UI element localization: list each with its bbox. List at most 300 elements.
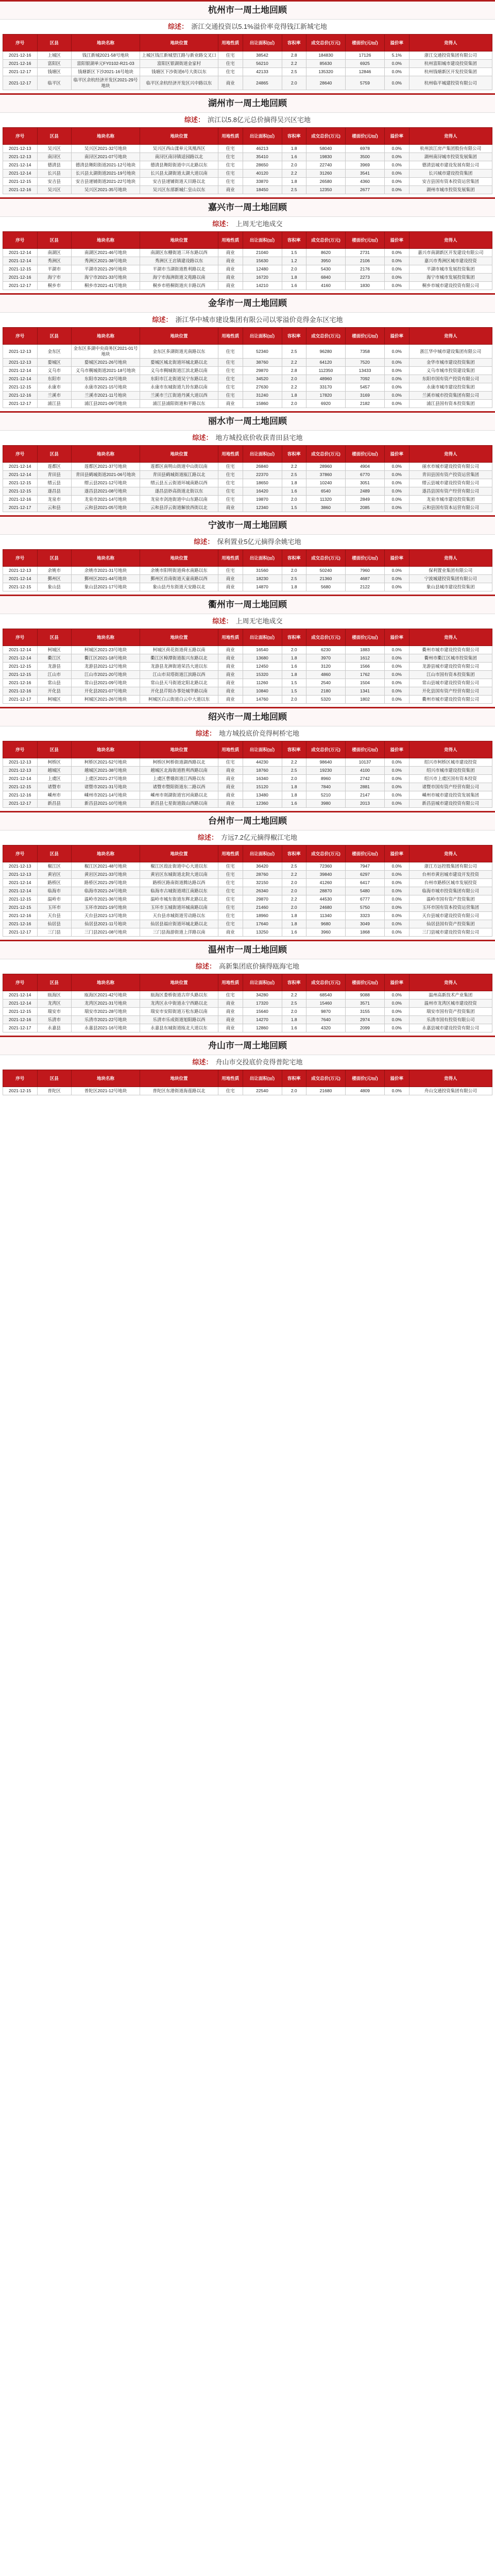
column-header: 容积率 [282, 128, 306, 145]
column-header: 区县 [37, 741, 72, 758]
cell-area: 14210 [243, 282, 282, 290]
cell-far: 2.0 [282, 375, 306, 383]
cell-prem: 0.0% [385, 249, 409, 257]
cell-use: 商业 [218, 274, 243, 282]
cell-price: 3120 [306, 663, 346, 671]
cell-district: 永嘉县 [37, 1024, 72, 1032]
cell-price: 12350 [306, 186, 346, 194]
cell-price: 98640 [306, 758, 346, 767]
cell-far: 2.8 [282, 367, 306, 375]
table-header-row [3, 128, 492, 145]
table-row [3, 679, 492, 687]
cell-prem: 0.0% [385, 1016, 409, 1024]
city-section [0, 293, 495, 408]
section-title: 丽水市一周土地回顾 [0, 411, 495, 431]
cell-price: 6230 [306, 646, 346, 654]
cell-unit: 2849 [346, 496, 385, 504]
cell-price: 39840 [306, 871, 346, 879]
table-row [3, 783, 492, 791]
cell-use: 商业 [218, 791, 243, 800]
cell-unit: 2742 [346, 775, 385, 783]
cell-area: 19870 [243, 496, 282, 504]
cell-prem: 0.0% [385, 567, 409, 575]
cell-name: 南浔区2021-07号地块 [72, 153, 140, 161]
cell-area: 18960 [243, 912, 282, 920]
cell-price: 31260 [306, 170, 346, 178]
cell-area: 29870 [243, 367, 282, 375]
cell-far: 1.8 [282, 671, 306, 679]
summary-label: 综述： [212, 617, 233, 625]
cell-prem: 0.0% [385, 991, 409, 999]
cell-prem: 0.0% [385, 862, 409, 871]
cell-winner: 嵊州市城市建设投资发展集团 [409, 791, 492, 800]
cell-far: 2.0 [282, 400, 306, 408]
cell-use: 商业 [218, 1016, 243, 1024]
cell-prem: 0.0% [385, 161, 409, 170]
cell-far: 2.0 [282, 1087, 306, 1095]
cell-far: 2.2 [282, 895, 306, 904]
cell-unit: 2106 [346, 257, 385, 265]
cell-use: 住宅 [218, 920, 243, 928]
cell-name: 温岭市2021-36号地块 [72, 895, 140, 904]
cell-district: 兰溪市 [37, 392, 72, 400]
table-row [3, 282, 492, 290]
cell-use: 住宅 [218, 871, 243, 879]
table-row [3, 153, 492, 161]
cell-area: 17640 [243, 920, 282, 928]
cell-name: 义乌市稠城街道2021-18号地块 [72, 367, 140, 375]
cell-winner: 杭州富阳城市建设投资集团 [409, 60, 492, 68]
table-row [3, 249, 492, 257]
cell-date: 2021-12-14 [3, 257, 38, 265]
cell-use: 住宅 [218, 904, 243, 912]
cell-loc: 桐乡市梧桐街道庆丰路以西 [140, 282, 218, 290]
city-section [0, 811, 495, 937]
cell-date: 2021-12-16 [3, 791, 38, 800]
cell-unit: 1341 [346, 687, 385, 696]
cell-date: 2021-12-14 [3, 991, 38, 999]
cell-prem: 0.0% [385, 479, 409, 487]
cell-date: 2021-12-17 [3, 1024, 38, 1032]
cell-winner: 浙江华中城市建设集团有限公司 [409, 345, 492, 359]
cell-use: 住宅 [218, 991, 243, 999]
cell-far: 2.2 [282, 359, 306, 367]
cell-loc: 天台县赤城街道劳动路以东 [140, 912, 218, 920]
cell-district: 青田县 [37, 471, 72, 479]
cell-area: 16340 [243, 775, 282, 783]
column-header: 序号 [3, 845, 38, 862]
cell-far: 1.6 [282, 282, 306, 290]
cell-name: 衢江区2021-18号地块 [72, 654, 140, 663]
cell-area: 12450 [243, 663, 282, 671]
cell-date: 2021-12-15 [3, 479, 38, 487]
cell-far: 1.6 [282, 1024, 306, 1032]
cell-district: 玉环市 [37, 904, 72, 912]
cell-far: 1.8 [282, 392, 306, 400]
cell-price: 64120 [306, 359, 346, 367]
cell-district: 吴兴区 [37, 186, 72, 194]
cell-area: 18230 [243, 575, 282, 583]
cell-date: 2021-12-17 [3, 282, 38, 290]
table-row [3, 991, 492, 999]
column-header: 区县 [37, 35, 72, 52]
cell-area: 22370 [243, 471, 282, 479]
cell-area: 12340 [243, 504, 282, 512]
table-row [3, 800, 492, 808]
cell-far: 1.6 [282, 663, 306, 671]
cell-winner: 永康市城市建设投资集团 [409, 383, 492, 392]
table-row [3, 696, 492, 704]
cell-winner: 龙泉市城市建设投资集团 [409, 496, 492, 504]
cell-name: 常山县2021-09号地块 [72, 679, 140, 687]
table-row [3, 504, 492, 512]
table-row [3, 1024, 492, 1032]
cell-price: 3980 [306, 800, 346, 808]
cell-name: 椒江区2021-48号地块 [72, 862, 140, 871]
cell-loc: 青田县鹤城街道瓯江路以北 [140, 471, 218, 479]
cell-prem: 0.0% [385, 186, 409, 194]
cell-district: 上虞区 [37, 775, 72, 783]
column-header: 溢价率 [385, 741, 409, 758]
cell-area: 26840 [243, 463, 282, 471]
cell-unit: 3969 [346, 161, 385, 170]
column-header: 地块位置 [140, 35, 218, 52]
cell-district: 莲都区 [37, 463, 72, 471]
cell-winner: 兰溪市城市投资集团有限公司 [409, 392, 492, 400]
cell-area: 42133 [243, 68, 282, 76]
cell-name: 普陀区2021-12号地块 [72, 1087, 140, 1095]
section-summary [0, 20, 495, 34]
table-row [3, 767, 492, 775]
cell-price: 112350 [306, 367, 346, 375]
cell-use: 商业 [218, 575, 243, 583]
cell-loc: 普陀区东港街道海莲路以北 [140, 1087, 218, 1095]
cell-unit: 2099 [346, 1024, 385, 1032]
cell-date: 2021-12-16 [3, 186, 38, 194]
cell-area: 14870 [243, 583, 282, 591]
cell-price: 7640 [306, 1016, 346, 1024]
column-header: 成交总价(万元) [306, 446, 346, 463]
cell-area: 22540 [243, 1087, 282, 1095]
cell-district: 瓯海区 [37, 991, 72, 999]
cell-area: 27630 [243, 383, 282, 392]
land-table [3, 34, 492, 90]
cell-unit: 2881 [346, 783, 385, 791]
table-row [3, 76, 492, 90]
cell-name: 乐清市2021-22号地块 [72, 1016, 140, 1024]
cell-date: 2021-12-14 [3, 471, 38, 479]
cell-loc: 吴兴区西山漾单元凤凰西区 [140, 145, 218, 153]
column-header: 用地性质 [218, 446, 243, 463]
cell-loc: 开化县芹阳办事处城华路以南 [140, 687, 218, 696]
cell-area: 33870 [243, 178, 282, 186]
cell-name: 平湖市2021-29号地块 [72, 265, 140, 274]
land-table [3, 445, 492, 512]
table-header-row [3, 446, 492, 463]
cell-loc: 吴兴区东部新城仁皇山以东 [140, 186, 218, 194]
column-header: 地块名称 [72, 629, 140, 646]
cell-date: 2021-12-16 [3, 52, 38, 60]
column-header: 竞得人 [409, 550, 492, 567]
cell-use: 住宅 [218, 52, 243, 60]
cell-prem: 0.0% [385, 487, 409, 496]
cell-winner: 龙游县城市建设投资有限公司 [409, 663, 492, 671]
cell-price: 9680 [306, 920, 346, 928]
cell-far: 2.5 [282, 862, 306, 871]
cell-use: 住宅 [218, 161, 243, 170]
cell-far: 2.2 [282, 758, 306, 767]
cell-unit: 10137 [346, 758, 385, 767]
section-summary [0, 431, 495, 445]
cell-name: 嵊州市2021-14号地块 [72, 791, 140, 800]
table-row [3, 274, 492, 282]
cell-name: 浦江县2021-09号地块 [72, 400, 140, 408]
section-title: 金华市一周土地回顾 [0, 293, 495, 313]
cell-use: 商业 [218, 800, 243, 808]
cell-area: 21040 [243, 249, 282, 257]
table-row [3, 186, 492, 194]
cell-district: 嵊州市 [37, 791, 72, 800]
cell-use: 商业 [218, 282, 243, 290]
cell-prem: 0.0% [385, 920, 409, 928]
column-header: 地块位置 [140, 974, 218, 991]
cell-far: 2.0 [282, 161, 306, 170]
cell-unit: 4100 [346, 767, 385, 775]
cell-winner: 杭州临平城建投资有限公司 [409, 76, 492, 90]
cell-name: 柯城区2021-26号地块 [72, 696, 140, 704]
city-section [0, 515, 495, 591]
cell-prem: 0.0% [385, 696, 409, 704]
cell-far: 1.8 [282, 791, 306, 800]
section-summary [0, 113, 495, 127]
cell-winner: 江山市国有资本投资集团 [409, 671, 492, 679]
cell-winner: 台州市黄岩城市建设开发投资 [409, 871, 492, 879]
cell-unit: 2489 [346, 487, 385, 496]
cell-use: 住宅 [218, 879, 243, 887]
column-header: 地块名称 [72, 232, 140, 249]
cell-district: 温岭市 [37, 895, 72, 904]
cell-prem: 0.0% [385, 359, 409, 367]
cell-date: 2021-12-15 [3, 1087, 38, 1095]
land-table [3, 549, 492, 591]
cell-use: 商业 [218, 504, 243, 512]
city-section [0, 707, 495, 808]
cell-date: 2021-12-13 [3, 345, 38, 359]
cell-winner: 嘉兴市南湖新区开发建设有限公司 [409, 249, 492, 257]
cell-district: 三门县 [37, 928, 72, 937]
cell-date: 2021-12-16 [3, 274, 38, 282]
cell-use: 商业 [218, 1008, 243, 1016]
cell-date: 2021-12-16 [3, 496, 38, 504]
cell-winner: 瑞安市国有资产投资集团 [409, 1008, 492, 1016]
cell-date: 2021-12-14 [3, 161, 38, 170]
cell-date: 2021-12-15 [3, 265, 38, 274]
cell-far: 1.8 [282, 912, 306, 920]
cell-name: 江山市2021-20号地块 [72, 671, 140, 679]
cell-district: 富阳区 [37, 60, 72, 68]
cell-district: 永康市 [37, 383, 72, 392]
cell-district: 江山市 [37, 671, 72, 679]
cell-unit: 6925 [346, 60, 385, 68]
summary-text: 舟山市交投底价竞得普陀宅地 [215, 1058, 303, 1066]
cell-prem: 0.0% [385, 1024, 409, 1032]
cell-district: 余姚市 [37, 567, 72, 575]
cell-loc: 玉环市玉城街道环城南路以南 [140, 904, 218, 912]
summary-text: 方远7.2亿元摘得椒江宅地 [220, 834, 298, 841]
column-header: 用地性质 [218, 629, 243, 646]
section-summary [0, 535, 495, 549]
cell-unit: 17126 [346, 52, 385, 60]
cell-name: 婺城区2021-26号地块 [72, 359, 140, 367]
cell-date: 2021-12-13 [3, 767, 38, 775]
cell-far: 2.5 [282, 345, 306, 359]
summary-text: 保利置业5亿元摘得余姚宅地 [217, 538, 301, 546]
cell-prem: 0.0% [385, 68, 409, 76]
cell-far: 1.8 [282, 783, 306, 791]
cell-date: 2021-12-13 [3, 871, 38, 879]
cell-area: 10840 [243, 687, 282, 696]
cell-area: 32150 [243, 879, 282, 887]
cell-winner: 杭州滨江房产集团股份有限公司 [409, 145, 492, 153]
column-header: 楼面价(元/㎡) [346, 128, 385, 145]
cell-loc: 浦江县浦阳街道和平路以东 [140, 400, 218, 408]
cell-date: 2021-12-15 [3, 783, 38, 791]
section-summary [0, 959, 495, 974]
cell-price: 5320 [306, 696, 346, 704]
cell-name: 青田县鹤城街道2021-06号地块 [72, 471, 140, 479]
cell-use: 住宅 [218, 758, 243, 767]
cell-prem: 0.0% [385, 879, 409, 887]
cell-unit: 1868 [346, 928, 385, 937]
column-header: 成交总价(万元) [306, 550, 346, 567]
cell-price: 21680 [306, 1087, 346, 1095]
cell-name: 富阳银湖单元FY0102-R21-03 [72, 60, 140, 68]
table-row [3, 170, 492, 178]
cell-winner: 绍兴市柯桥区城市建设投资 [409, 758, 492, 767]
cell-name: 开化县2021-07号地块 [72, 687, 140, 696]
cell-name: 仙居县2021-11号地块 [72, 920, 140, 928]
cell-unit: 13433 [346, 367, 385, 375]
cell-use: 商业 [218, 783, 243, 791]
cell-date: 2021-12-13 [3, 758, 38, 767]
cell-loc: 江山市双塔街道江滨路以西 [140, 671, 218, 679]
cell-loc: 余姚市阳明街道舜水南路以东 [140, 567, 218, 575]
cell-district: 柯桥区 [37, 758, 72, 767]
cell-name: 遂昌县2021-08号地块 [72, 487, 140, 496]
cell-far: 1.8 [282, 178, 306, 186]
cell-name: 临海市2021-24号地块 [72, 887, 140, 895]
cell-loc: 钱塘区下沙街道6号大街以东 [140, 68, 218, 76]
cell-loc: 鄞州区首南街道天童南路以西 [140, 575, 218, 583]
cell-winner: 乐清市国有投资有限公司 [409, 1016, 492, 1024]
summary-label: 综述： [212, 220, 233, 228]
cell-prem: 0.0% [385, 775, 409, 783]
land-table [3, 327, 492, 408]
cell-area: 13680 [243, 654, 282, 663]
column-header: 序号 [3, 328, 38, 345]
cell-name: 缙云县2021-12号地块 [72, 479, 140, 487]
column-header: 竞得人 [409, 1070, 492, 1087]
table-row [3, 654, 492, 663]
cell-winner: 衢州市城市建设投资有限公司 [409, 696, 492, 704]
city-section [0, 1036, 495, 1095]
cell-unit: 5750 [346, 904, 385, 912]
cell-unit: 7092 [346, 375, 385, 383]
summary-label: 综述： [194, 538, 214, 546]
table-row [3, 52, 492, 60]
cell-use: 住宅 [218, 496, 243, 504]
cell-prem: 0.0% [385, 1008, 409, 1016]
cell-date: 2021-12-14 [3, 887, 38, 895]
cell-price: 85630 [306, 60, 346, 68]
column-header: 楼面价(元/㎡) [346, 35, 385, 52]
cell-price: 28960 [306, 463, 346, 471]
cell-date: 2021-12-17 [3, 800, 38, 808]
cell-date: 2021-12-13 [3, 862, 38, 871]
cell-district: 缙云县 [37, 479, 72, 487]
cell-use: 商业 [218, 1024, 243, 1032]
cell-price: 17820 [306, 392, 346, 400]
cell-unit: 1830 [346, 282, 385, 290]
table-row [3, 567, 492, 575]
land-table [3, 231, 492, 290]
column-header: 地块位置 [140, 232, 218, 249]
table-row [3, 161, 492, 170]
cell-name: 三门县2021-08号地块 [72, 928, 140, 937]
table-row [3, 145, 492, 153]
cell-use: 商业 [218, 767, 243, 775]
cell-winner: 浙江方远控股集团有限公司 [409, 862, 492, 871]
column-header: 序号 [3, 629, 38, 646]
cell-date: 2021-12-17 [3, 400, 38, 408]
table-row [3, 928, 492, 937]
cell-use: 住宅 [218, 471, 243, 479]
cell-winner: 天台县城市建设投资有限公司 [409, 912, 492, 920]
cell-winner: 安吉县国有资本投资运营集团 [409, 178, 492, 186]
cell-winner: 仙居县国有资产投资集团 [409, 920, 492, 928]
cell-name: 龙泉市2021-14号地块 [72, 496, 140, 504]
cell-district: 越城区 [37, 767, 72, 775]
column-header: 地块名称 [72, 128, 140, 145]
cell-loc: 临平区余杭经济开发区兴中路以东 [140, 76, 218, 90]
land-table [3, 127, 492, 194]
cell-district: 云和县 [37, 504, 72, 512]
cell-area: 16420 [243, 487, 282, 496]
cell-area: 14270 [243, 1016, 282, 1024]
cell-prem: 0.0% [385, 170, 409, 178]
cell-area: 18650 [243, 479, 282, 487]
cell-unit: 3169 [346, 392, 385, 400]
cell-date: 2021-12-15 [3, 895, 38, 904]
column-header: 竞得人 [409, 328, 492, 345]
section-title: 嘉兴市一周土地回顾 [0, 197, 495, 217]
column-header: 容积率 [282, 550, 306, 567]
column-header: 序号 [3, 741, 38, 758]
cell-price: 28870 [306, 887, 346, 895]
cell-area: 15630 [243, 257, 282, 265]
cell-name: 临平区余杭经济开发区2021-29号地块 [72, 76, 140, 90]
page [0, 0, 495, 1095]
cell-area: 52340 [243, 345, 282, 359]
cell-unit: 2677 [346, 186, 385, 194]
cell-area: 29870 [243, 895, 282, 904]
cell-district: 柯城区 [37, 696, 72, 704]
cell-prem: 0.0% [385, 496, 409, 504]
cell-area: 15640 [243, 1008, 282, 1016]
table-row [3, 583, 492, 591]
cell-far: 1.8 [282, 479, 306, 487]
table-row [3, 345, 492, 359]
